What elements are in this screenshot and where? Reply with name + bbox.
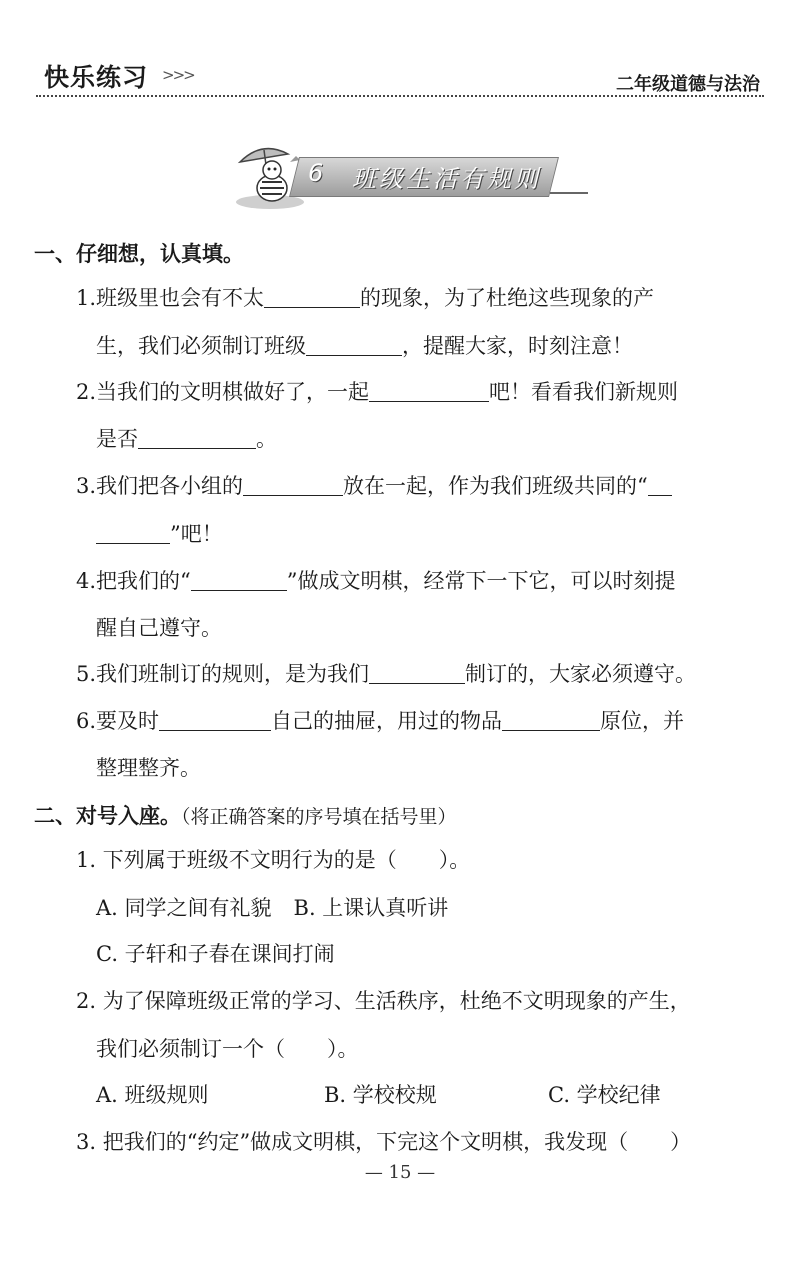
question-text: 放在一起，作为我们班级共同的“ bbox=[343, 474, 648, 498]
question-text: ”做成文明棋，经常下一下它，可以时刻提 bbox=[286, 569, 676, 593]
question-text: 制订的，大家必须遵守。 bbox=[465, 662, 697, 686]
question-1-line-2 bbox=[96, 331, 633, 361]
answer-blank[interactable] bbox=[243, 473, 343, 496]
question-text: 的现象，为了杜绝这些现象的产 bbox=[360, 286, 655, 310]
question-3-line-2 bbox=[96, 519, 223, 549]
section-2-heading bbox=[34, 800, 457, 830]
question-1-line-1 bbox=[76, 283, 654, 313]
question-number: 4. bbox=[76, 569, 97, 593]
chevron-right-icon: >>> bbox=[162, 66, 194, 84]
question-number: 1. bbox=[76, 286, 97, 310]
page-number: — 15 — bbox=[364, 1162, 436, 1183]
question-text: 吧！看看我们新规则 bbox=[489, 380, 679, 404]
question-text: 班级里也会有不太 bbox=[96, 286, 265, 310]
question-text: 原位，并 bbox=[600, 709, 685, 733]
question-4-line-2 bbox=[96, 613, 222, 643]
answer-blank[interactable] bbox=[96, 521, 170, 544]
question-text: 当我们的文明棋做好了，一起 bbox=[96, 380, 370, 404]
question-6-line-1 bbox=[76, 706, 684, 736]
question-text: 整理整齐。 bbox=[96, 756, 201, 780]
question-number: 5. bbox=[76, 662, 97, 686]
mc-question-2-stem-continued: 我们必须制订一个（ ）。 bbox=[96, 1037, 359, 1061]
question-text: 要及时 bbox=[96, 709, 160, 733]
question-number: 3. bbox=[76, 474, 97, 498]
question-text: 。 bbox=[256, 427, 277, 451]
answer-blank[interactable] bbox=[369, 379, 489, 402]
section-2-instruction: （将正确答案的序号填在括号里） bbox=[181, 806, 457, 828]
mc-question-1-options bbox=[96, 893, 448, 923]
header-divider bbox=[36, 95, 764, 97]
subject-label: 二年级道德与法治 bbox=[616, 74, 760, 95]
question-text: 把我们的“ bbox=[96, 569, 191, 593]
question-text: 醒自己遵守。 bbox=[96, 616, 222, 640]
question-text: 我们把各小组的 bbox=[96, 474, 244, 498]
mc-question-2-stem: 2. 为了保障班级正常的学习、生活秩序，杜绝不文明现象的产生， bbox=[76, 989, 691, 1013]
title-underline bbox=[550, 192, 588, 194]
answer-blank[interactable] bbox=[306, 333, 402, 356]
answer-blank[interactable] bbox=[369, 661, 465, 684]
question-2-line-1 bbox=[76, 377, 678, 407]
answer-blank[interactable] bbox=[648, 473, 672, 496]
lesson-number: 6 bbox=[308, 159, 324, 187]
section-2-title: 二、对号入座。 bbox=[34, 804, 181, 828]
option-c[interactable]: C. 子轩和子春在课间打闹 bbox=[96, 942, 335, 966]
question-number: 2. bbox=[76, 380, 97, 404]
question-number: 6. bbox=[76, 709, 97, 733]
mc-question-3-stem: 3. 把我们的“约定”做成文明棋，下完这个文明棋，我发现（ ） bbox=[76, 1130, 692, 1154]
option-c[interactable]: C. 学校纪律 bbox=[548, 1083, 661, 1107]
question-text: ”吧！ bbox=[170, 522, 223, 546]
question-3-line-1 bbox=[76, 471, 672, 501]
answer-blank[interactable] bbox=[138, 426, 256, 449]
question-6-line-2 bbox=[96, 753, 201, 783]
option-b[interactable]: B. 上课认真听讲 bbox=[293, 896, 449, 920]
option-b[interactable]: B. 学校校规 bbox=[324, 1083, 437, 1107]
section-1-heading: 一、仔细想，认真填。 bbox=[34, 242, 244, 266]
question-5-line-1 bbox=[76, 659, 696, 689]
question-text: 自己的抽屉，用过的物品 bbox=[271, 709, 503, 733]
question-text: ，提醒大家，时刻注意！ bbox=[402, 334, 633, 358]
question-text: 我们班制订的规则，是为我们 bbox=[96, 662, 370, 686]
answer-blank[interactable] bbox=[159, 708, 271, 731]
lesson-banner bbox=[232, 140, 592, 210]
question-4-line-1 bbox=[76, 566, 676, 596]
mc-question-1-stem: 1. 下列属于班级不文明行为的是（ ）。 bbox=[76, 848, 471, 872]
lesson-title: 班级生活有规则 bbox=[352, 165, 541, 193]
question-text: 生，我们必须制订班级 bbox=[96, 334, 306, 358]
mc-question-2-options bbox=[96, 1080, 661, 1110]
option-a[interactable]: A. 同学之间有礼貌 bbox=[96, 896, 272, 920]
answer-blank[interactable] bbox=[191, 568, 287, 591]
answer-blank[interactable] bbox=[502, 708, 600, 731]
book-series-title: 快乐练习 bbox=[44, 63, 149, 92]
answer-blank[interactable] bbox=[264, 285, 360, 308]
question-text: 是否 bbox=[96, 427, 138, 451]
option-a[interactable]: A. 班级规则 bbox=[96, 1083, 209, 1107]
question-2-line-2 bbox=[96, 424, 277, 454]
